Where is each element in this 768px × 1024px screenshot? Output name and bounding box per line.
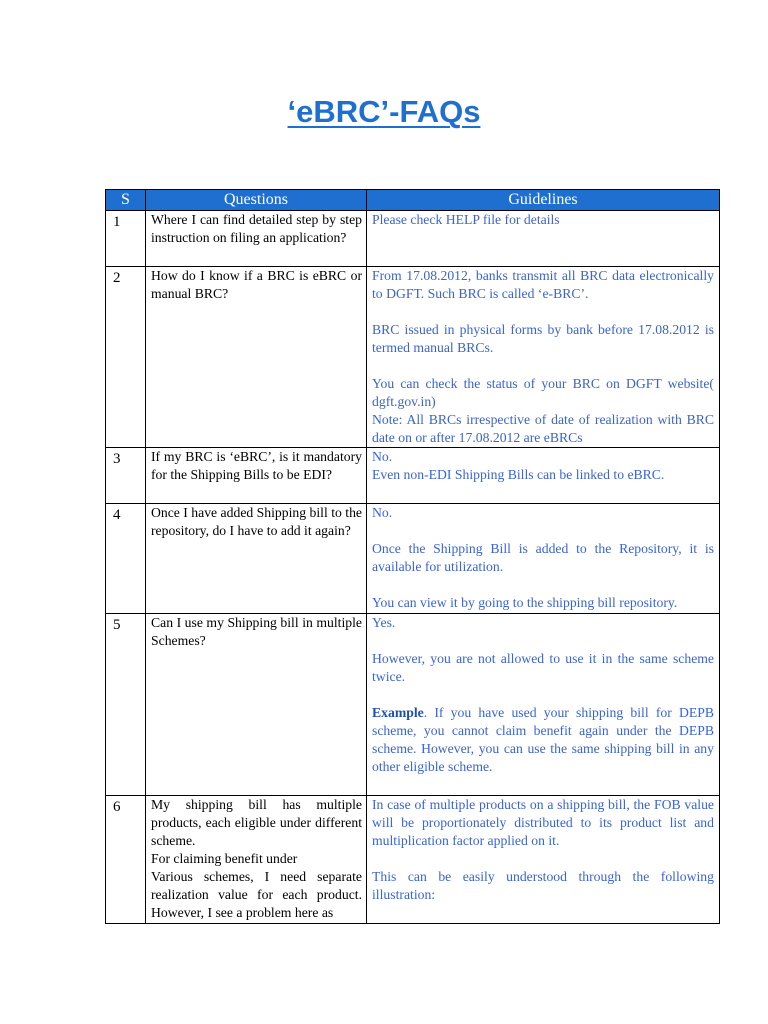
guideline-cell xyxy=(367,504,720,614)
question-text: My shipping bill has multiple products, each eligible under different scheme. xyxy=(151,797,362,848)
header-questions: Questions xyxy=(146,190,367,211)
table-row xyxy=(106,211,720,267)
guideline-text: This can be easily understood through the following illustration: xyxy=(372,869,714,902)
question-text: If my BRC is ‘eBRC’, is it mandatory for the Shipping Bills to be EDI? xyxy=(151,449,362,482)
table-row xyxy=(106,448,720,504)
guideline-cell xyxy=(367,211,720,267)
guideline-example: Example. If you have used your shipping bill for DEPB scheme, you cannot claim benefit again under the DEPB scheme. However, you can use the same shipping bill in any other eligible scheme. xyxy=(372,705,715,774)
question-text: Can I use my Shipping bill in multiple Schemes? xyxy=(151,615,362,648)
row-number: 5 xyxy=(106,614,146,796)
question-cell xyxy=(146,211,367,267)
question-text: How do I know if a BRC is eBRC or manual BRC? xyxy=(151,268,362,301)
guideline-text: Please check HELP file for details xyxy=(372,212,560,227)
question-cell xyxy=(146,448,367,504)
guideline-text: BRC issued in physical forms by bank before 17.08.2012 is termed manual BRCs. xyxy=(372,322,714,355)
guideline-text: No. xyxy=(372,449,393,464)
question-cell xyxy=(146,267,367,448)
row-number: 4 xyxy=(106,504,146,614)
page-title: ‘eBRC’-FAQs xyxy=(287,94,481,129)
guideline-text: You can view it by going to the shipping bill repository. xyxy=(372,595,678,610)
question-text: Once I have added Shipping bill to the repository, do I have to add it again? xyxy=(151,505,362,538)
guideline-note: Note: All BRCs irrespective of date of realization with BRC date on or after 17.08.2012 are eBRCs xyxy=(372,412,714,445)
question-cell xyxy=(146,796,367,924)
question-text: For claiming benefit under xyxy=(151,851,298,866)
table-header-row xyxy=(106,190,720,211)
guideline-cell xyxy=(367,448,720,504)
example-text: If you have used your shipping bill for DEPB scheme, you cannot claim benefit again under the DEPB scheme. However, you can use the same shipping bill in any other eligible scheme. xyxy=(372,705,715,774)
guideline-text: No. xyxy=(372,505,393,520)
question-text: Where I can find detailed step by step instruction on filing an application? xyxy=(151,212,362,245)
faq-table xyxy=(105,189,720,924)
guideline-cell xyxy=(367,796,720,924)
guideline-text: However, you are not allowed to use it in the same scheme twice. xyxy=(372,651,714,684)
row-number: 2 xyxy=(106,267,146,448)
table-row xyxy=(106,267,720,448)
guideline-text: Even non-EDI Shipping Bills can be linked to eBRC. xyxy=(372,467,665,482)
question-text: Various schemes, I need separate realization value for each product. However, I see a problem here as xyxy=(151,869,362,920)
table-row xyxy=(106,504,720,614)
guideline-text: You can check the status of your BRC on DGFT website( dgft.gov.in) xyxy=(372,376,714,409)
guideline-text: In case of multiple products on a shipping bill, the FOB value will be proportionately distributed to its product list and multiplication factor applied on it. xyxy=(372,797,714,848)
row-number: 6 xyxy=(106,796,146,924)
header-guidelines: Guidelines xyxy=(367,190,720,211)
header-sn: S xyxy=(106,190,146,211)
question-cell xyxy=(146,504,367,614)
table-row xyxy=(106,796,720,924)
guideline-text: Yes. xyxy=(372,615,396,630)
row-number: 3 xyxy=(106,448,146,504)
guideline-cell xyxy=(367,614,720,796)
question-cell xyxy=(146,614,367,796)
guideline-cell xyxy=(367,267,720,448)
row-number: 1 xyxy=(106,211,146,267)
guideline-text: From 17.08.2012, banks transmit all BRC data electronically to DGFT. Such BRC is called ‘e-BRC’. xyxy=(372,268,714,301)
example-label: Example xyxy=(372,705,424,720)
guideline-text: Once the Shipping Bill is added to the Repository, it is available for utilization. xyxy=(372,541,714,574)
table-row xyxy=(106,614,720,796)
